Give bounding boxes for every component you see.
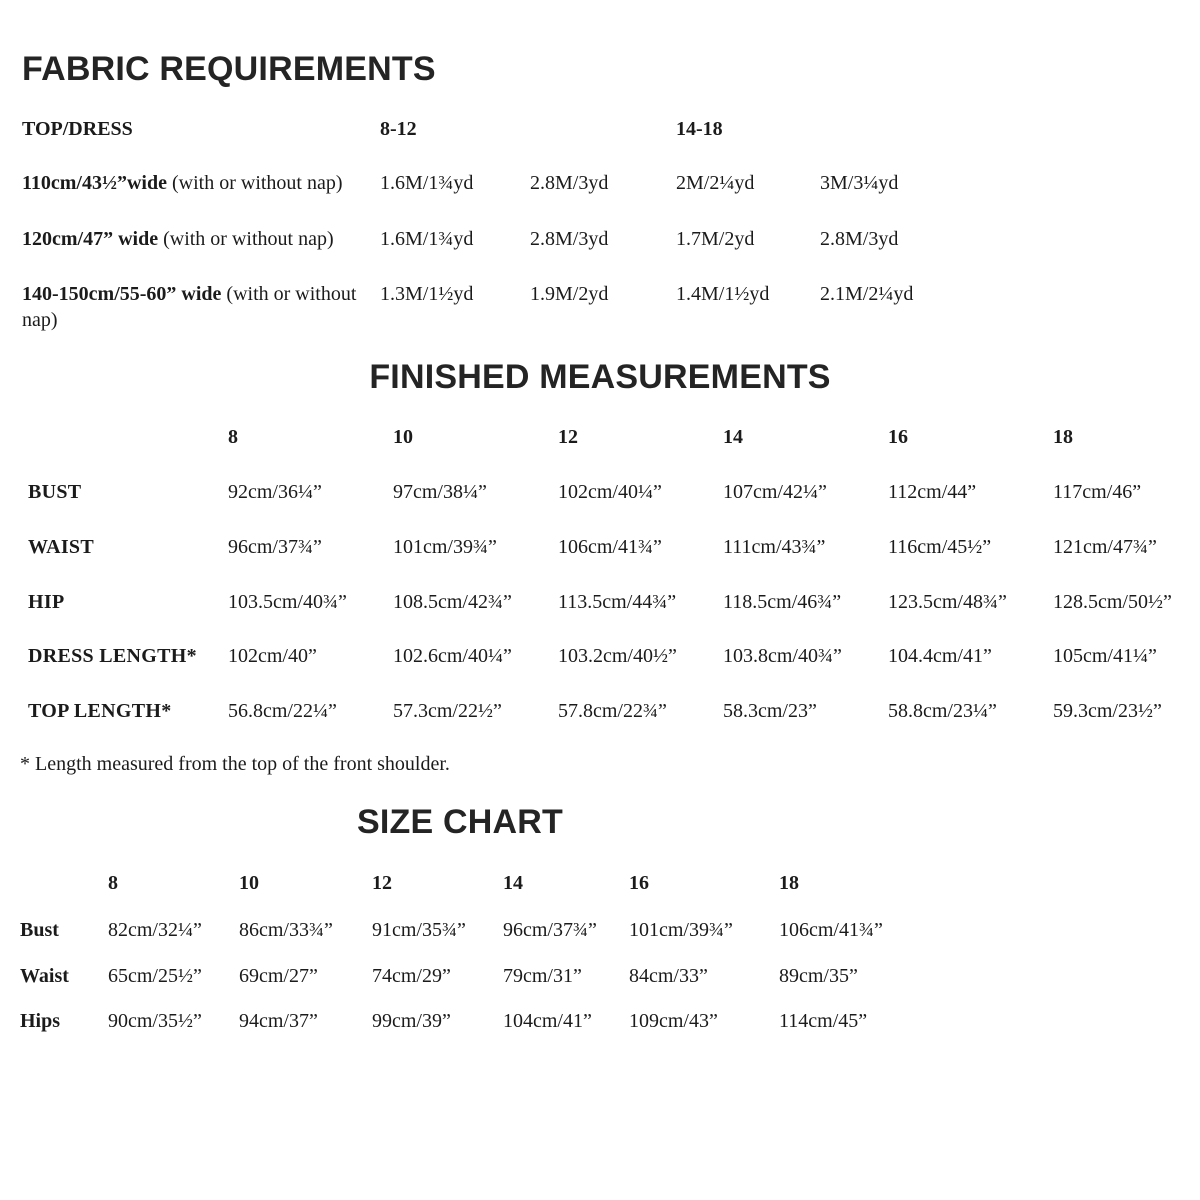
body-measurement-value: 101cm/39¾” — [629, 919, 733, 941]
nap-note-text: (with or without nap) — [163, 228, 334, 250]
measurement-label: HIP — [28, 591, 65, 613]
fabric-size-group-8-12: 8-12 — [380, 118, 417, 140]
fabric-yardage: 1.7M/2yd — [676, 228, 755, 250]
fabric-yardage: 1.6M/1¾yd — [380, 172, 474, 194]
measurement-value: 58.3cm/23” — [723, 700, 817, 722]
size-header: 14 — [723, 426, 743, 448]
size-header: 16 — [888, 426, 908, 448]
measurement-value: 128.5cm/50½” — [1053, 591, 1172, 613]
body-measurement-value: 82cm/32¼” — [108, 919, 202, 941]
size-header: 10 — [393, 426, 413, 448]
body-measurement-value: 79cm/31” — [503, 965, 582, 987]
fabric-yardage: 3M/3¼yd — [820, 172, 899, 194]
fabric-yardage: 2.8M/3yd — [820, 228, 899, 250]
size-header: 12 — [558, 426, 578, 448]
fabric-row-label — [22, 281, 374, 333]
size-header: 14 — [503, 872, 523, 894]
measurement-value: 104.4cm/41” — [888, 645, 992, 667]
measurement-value: 58.8cm/23¼” — [888, 700, 997, 722]
measurement-value: 113.5cm/44¾” — [558, 591, 677, 613]
body-measurement-value: 106cm/41¾” — [779, 919, 883, 941]
measurement-value: 112cm/44” — [888, 481, 977, 503]
fabric-yardage: 2.8M/3yd — [530, 172, 609, 194]
measurement-value: 96cm/37¾” — [228, 536, 322, 558]
nap-note-text: (with or without nap) — [22, 283, 357, 331]
body-measurement-label: Hips — [20, 1010, 61, 1032]
size-header: 10 — [239, 872, 259, 894]
measurement-value: 106cm/41¾” — [558, 536, 662, 558]
measurement-value: 121cm/47¾” — [1053, 536, 1157, 558]
fabric-row-label — [22, 170, 374, 196]
fabric-yardage: 1.9M/2yd — [530, 283, 609, 305]
size-chart-title: SIZE CHART — [357, 803, 563, 841]
fabric-width-text: 120cm/47” wide — [22, 228, 159, 250]
measurement-value: 118.5cm/46¾” — [723, 591, 842, 613]
fabric-yardage: 1.6M/1¾yd — [380, 228, 474, 250]
size-header: 16 — [629, 872, 649, 894]
fabric-yardage: 2M/2¼yd — [676, 172, 755, 194]
body-measurement-label: Bust — [20, 919, 59, 941]
fabric-yardage: 1.3M/1½yd — [380, 283, 474, 305]
measurement-label: BUST — [28, 481, 82, 503]
measurement-value: 107cm/42¼” — [723, 481, 827, 503]
size-header: 8 — [108, 872, 118, 894]
fabric-yardage: 2.1M/2¼yd — [820, 283, 914, 305]
measurement-value: 102.6cm/40¼” — [393, 645, 512, 667]
body-measurement-value: 90cm/35½” — [108, 1010, 202, 1032]
body-measurement-value: 74cm/29” — [372, 965, 451, 987]
measurement-value: 116cm/45½” — [888, 536, 992, 558]
measurement-value: 103.5cm/40¾” — [228, 591, 347, 613]
measurement-value: 101cm/39¾” — [393, 536, 497, 558]
fabric-size-group-14-18: 14-18 — [676, 118, 723, 140]
body-measurement-value: 94cm/37” — [239, 1010, 318, 1032]
fabric-yardage: 2.8M/3yd — [530, 228, 609, 250]
body-measurement-value: 69cm/27” — [239, 965, 318, 987]
fabric-width-text: 110cm/43½”wide — [22, 172, 167, 194]
length-footnote: * Length measured from the top of the front shoulder. — [20, 753, 450, 775]
body-measurement-value: 65cm/25½” — [108, 965, 202, 987]
fabric-row-label — [22, 226, 374, 252]
measurement-label: TOP LENGTH* — [28, 700, 172, 722]
measurement-value: 108.5cm/42¾” — [393, 591, 512, 613]
fabric-width-text: 140-150cm/55-60” wide — [22, 283, 222, 305]
body-measurement-value: 104cm/41” — [503, 1010, 592, 1032]
measurement-value: 123.5cm/48¾” — [888, 591, 1007, 613]
body-measurement-label: Waist — [20, 965, 69, 987]
measurement-value: 59.3cm/23½” — [1053, 700, 1162, 722]
body-measurement-value: 86cm/33¾” — [239, 919, 333, 941]
measurement-value: 105cm/41¼” — [1053, 645, 1157, 667]
finished-measurements-title: FINISHED MEASUREMENTS — [369, 358, 831, 396]
fabric-yardage: 1.4M/1½yd — [676, 283, 770, 305]
nap-note-text: (with or without nap) — [172, 172, 343, 194]
size-header: 18 — [779, 872, 799, 894]
fabric-requirements-title: FABRIC REQUIREMENTS — [22, 50, 436, 88]
size-header: 18 — [1053, 426, 1073, 448]
size-header: 12 — [372, 872, 392, 894]
measurement-value: 103.8cm/40¾” — [723, 645, 842, 667]
body-measurement-value: 84cm/33” — [629, 965, 708, 987]
body-measurement-value: 91cm/35¾” — [372, 919, 466, 941]
measurement-value: 102cm/40¼” — [558, 481, 662, 503]
measurement-value: 56.8cm/22¼” — [228, 700, 337, 722]
body-measurement-value: 89cm/35” — [779, 965, 858, 987]
size-header: 8 — [228, 426, 238, 448]
measurement-label: DRESS LENGTH* — [28, 645, 197, 667]
measurement-value: 97cm/38¼” — [393, 481, 487, 503]
measurement-value: 117cm/46” — [1053, 481, 1142, 503]
body-measurement-value: 96cm/37¾” — [503, 919, 597, 941]
measurement-value: 103.2cm/40½” — [558, 645, 677, 667]
measurement-label: WAIST — [28, 536, 94, 558]
body-measurement-value: 114cm/45” — [779, 1010, 868, 1032]
measurement-value: 57.8cm/22¾” — [558, 700, 667, 722]
measurement-value: 102cm/40” — [228, 645, 317, 667]
fabric-garment-header: TOP/DRESS — [22, 118, 133, 140]
body-measurement-value: 99cm/39” — [372, 1010, 451, 1032]
measurement-value: 92cm/36¼” — [228, 481, 322, 503]
body-measurement-value: 109cm/43” — [629, 1010, 718, 1032]
measurement-value: 57.3cm/22½” — [393, 700, 502, 722]
measurement-value: 111cm/43¾” — [723, 536, 826, 558]
